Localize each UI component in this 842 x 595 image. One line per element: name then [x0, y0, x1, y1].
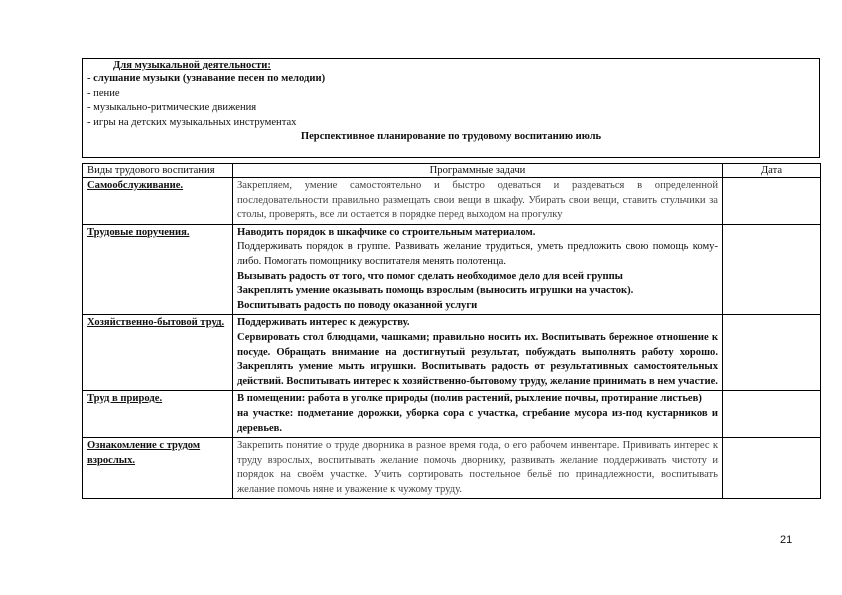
header-types: Виды трудового воспитания: [83, 164, 233, 178]
music-item: - пение: [87, 87, 120, 99]
date-cell: [723, 391, 821, 438]
table-row: [83, 391, 821, 438]
date-cell: [723, 178, 821, 225]
category-cell: Самообслуживание.: [83, 178, 233, 225]
task-text: Поддерживать интерес к дежурству.: [237, 317, 410, 329]
category-cell: Ознакомление с трудом взрослых.: [83, 438, 233, 499]
tasks-cell: [233, 315, 723, 391]
date-cell: [723, 315, 821, 391]
task-text: Сервировать стол блюдцами, чашками; правильно носить их. Воспитывать бережное отношение к посуде. Обращать внимание на достигнутый результат, побуждать выполнять работу хорошо. Закреплять умение мыть игрушки. Воспитывать радость от результативных самостоятельных действий. Воспитывать интерес к хозяйственно-бытовому труду, желание принимать в нем участие.: [237, 331, 718, 387]
header-date: Дата: [723, 164, 821, 178]
header-tasks: Программные задачи: [233, 164, 723, 178]
music-heading: Для музыкальной деятельности:: [113, 60, 271, 71]
category-cell: Хозяйственно-бытовой труд.: [83, 315, 233, 391]
task-text: Вызывать радость от того, что помог сделать необходимое дело для всей группы: [237, 270, 623, 282]
task-text: Закрепляем, умение самостоятельно и быстро одеваться и раздеваться в определенной последовательности правильно размещать свои вещи в шкафу. Убирать свои вещи, ставить стульчики за столы, проверять, все ли остается в порядке перед выходом на прогулку: [237, 180, 718, 221]
music-item: - слушание музыки (узнавание песен по мелодии): [87, 73, 326, 84]
task-text: на участке: подметание дорожки, уборка сора с участка, сгребание мусора из-под кустарников и деревьев.: [237, 407, 718, 434]
table-header-row: [83, 164, 821, 178]
tasks-cell: [233, 438, 723, 499]
tasks-cell: [233, 178, 723, 225]
date-cell: [723, 224, 821, 315]
table-row: [83, 178, 821, 225]
task-text: Закрепить понятие о труде дворника в разное время года, о его рабочем инвентаре. Прививать интерес к труду взрослых, воспитывать желание помочь дворнику, развивать желание поддерживать чистоту и порядок на своём участке. Учить сортировать постельное бельё по принадлежности, воспитывать желание помочь няне и уважение к чужому труду.: [237, 440, 718, 495]
music-item: - игры на детских музыкальных инструментах: [87, 116, 297, 128]
task-text: Воспитывать радость по поводу оказанной услуги: [237, 299, 478, 311]
category-cell: Трудовые поручения.: [83, 224, 233, 315]
music-activity-box: [82, 58, 820, 158]
table-row: [83, 315, 821, 391]
tasks-cell: [233, 224, 723, 315]
task-text: Закреплять умение оказывать помощь взрослым (выносить игрушки на участок).: [237, 285, 634, 297]
category-cell: Труд в природе.: [83, 391, 233, 438]
tasks-cell: [233, 391, 723, 438]
task-text: Поддерживать порядок в группе. Развивать желание трудиться, уметь предложить свою помощь кому-либо. Помогать помощнику воспитателя менять полотенца.: [237, 241, 718, 267]
table-row: [83, 438, 821, 499]
plan-title: Перспективное планирование по трудовому воспитанию июль: [300, 131, 602, 142]
task-text: В помещении: работа в уголке природы (полив растений, рыхление почвы, протирание листьев): [237, 393, 702, 405]
table-row: [83, 224, 821, 315]
date-cell: [723, 438, 821, 499]
music-item: - музыкально-ритмические движения: [87, 102, 257, 114]
page-number: 21: [780, 534, 793, 546]
labor-plan-table: [82, 163, 821, 499]
task-text: Наводить порядок в шкафчике со строительным материалом.: [237, 226, 536, 238]
